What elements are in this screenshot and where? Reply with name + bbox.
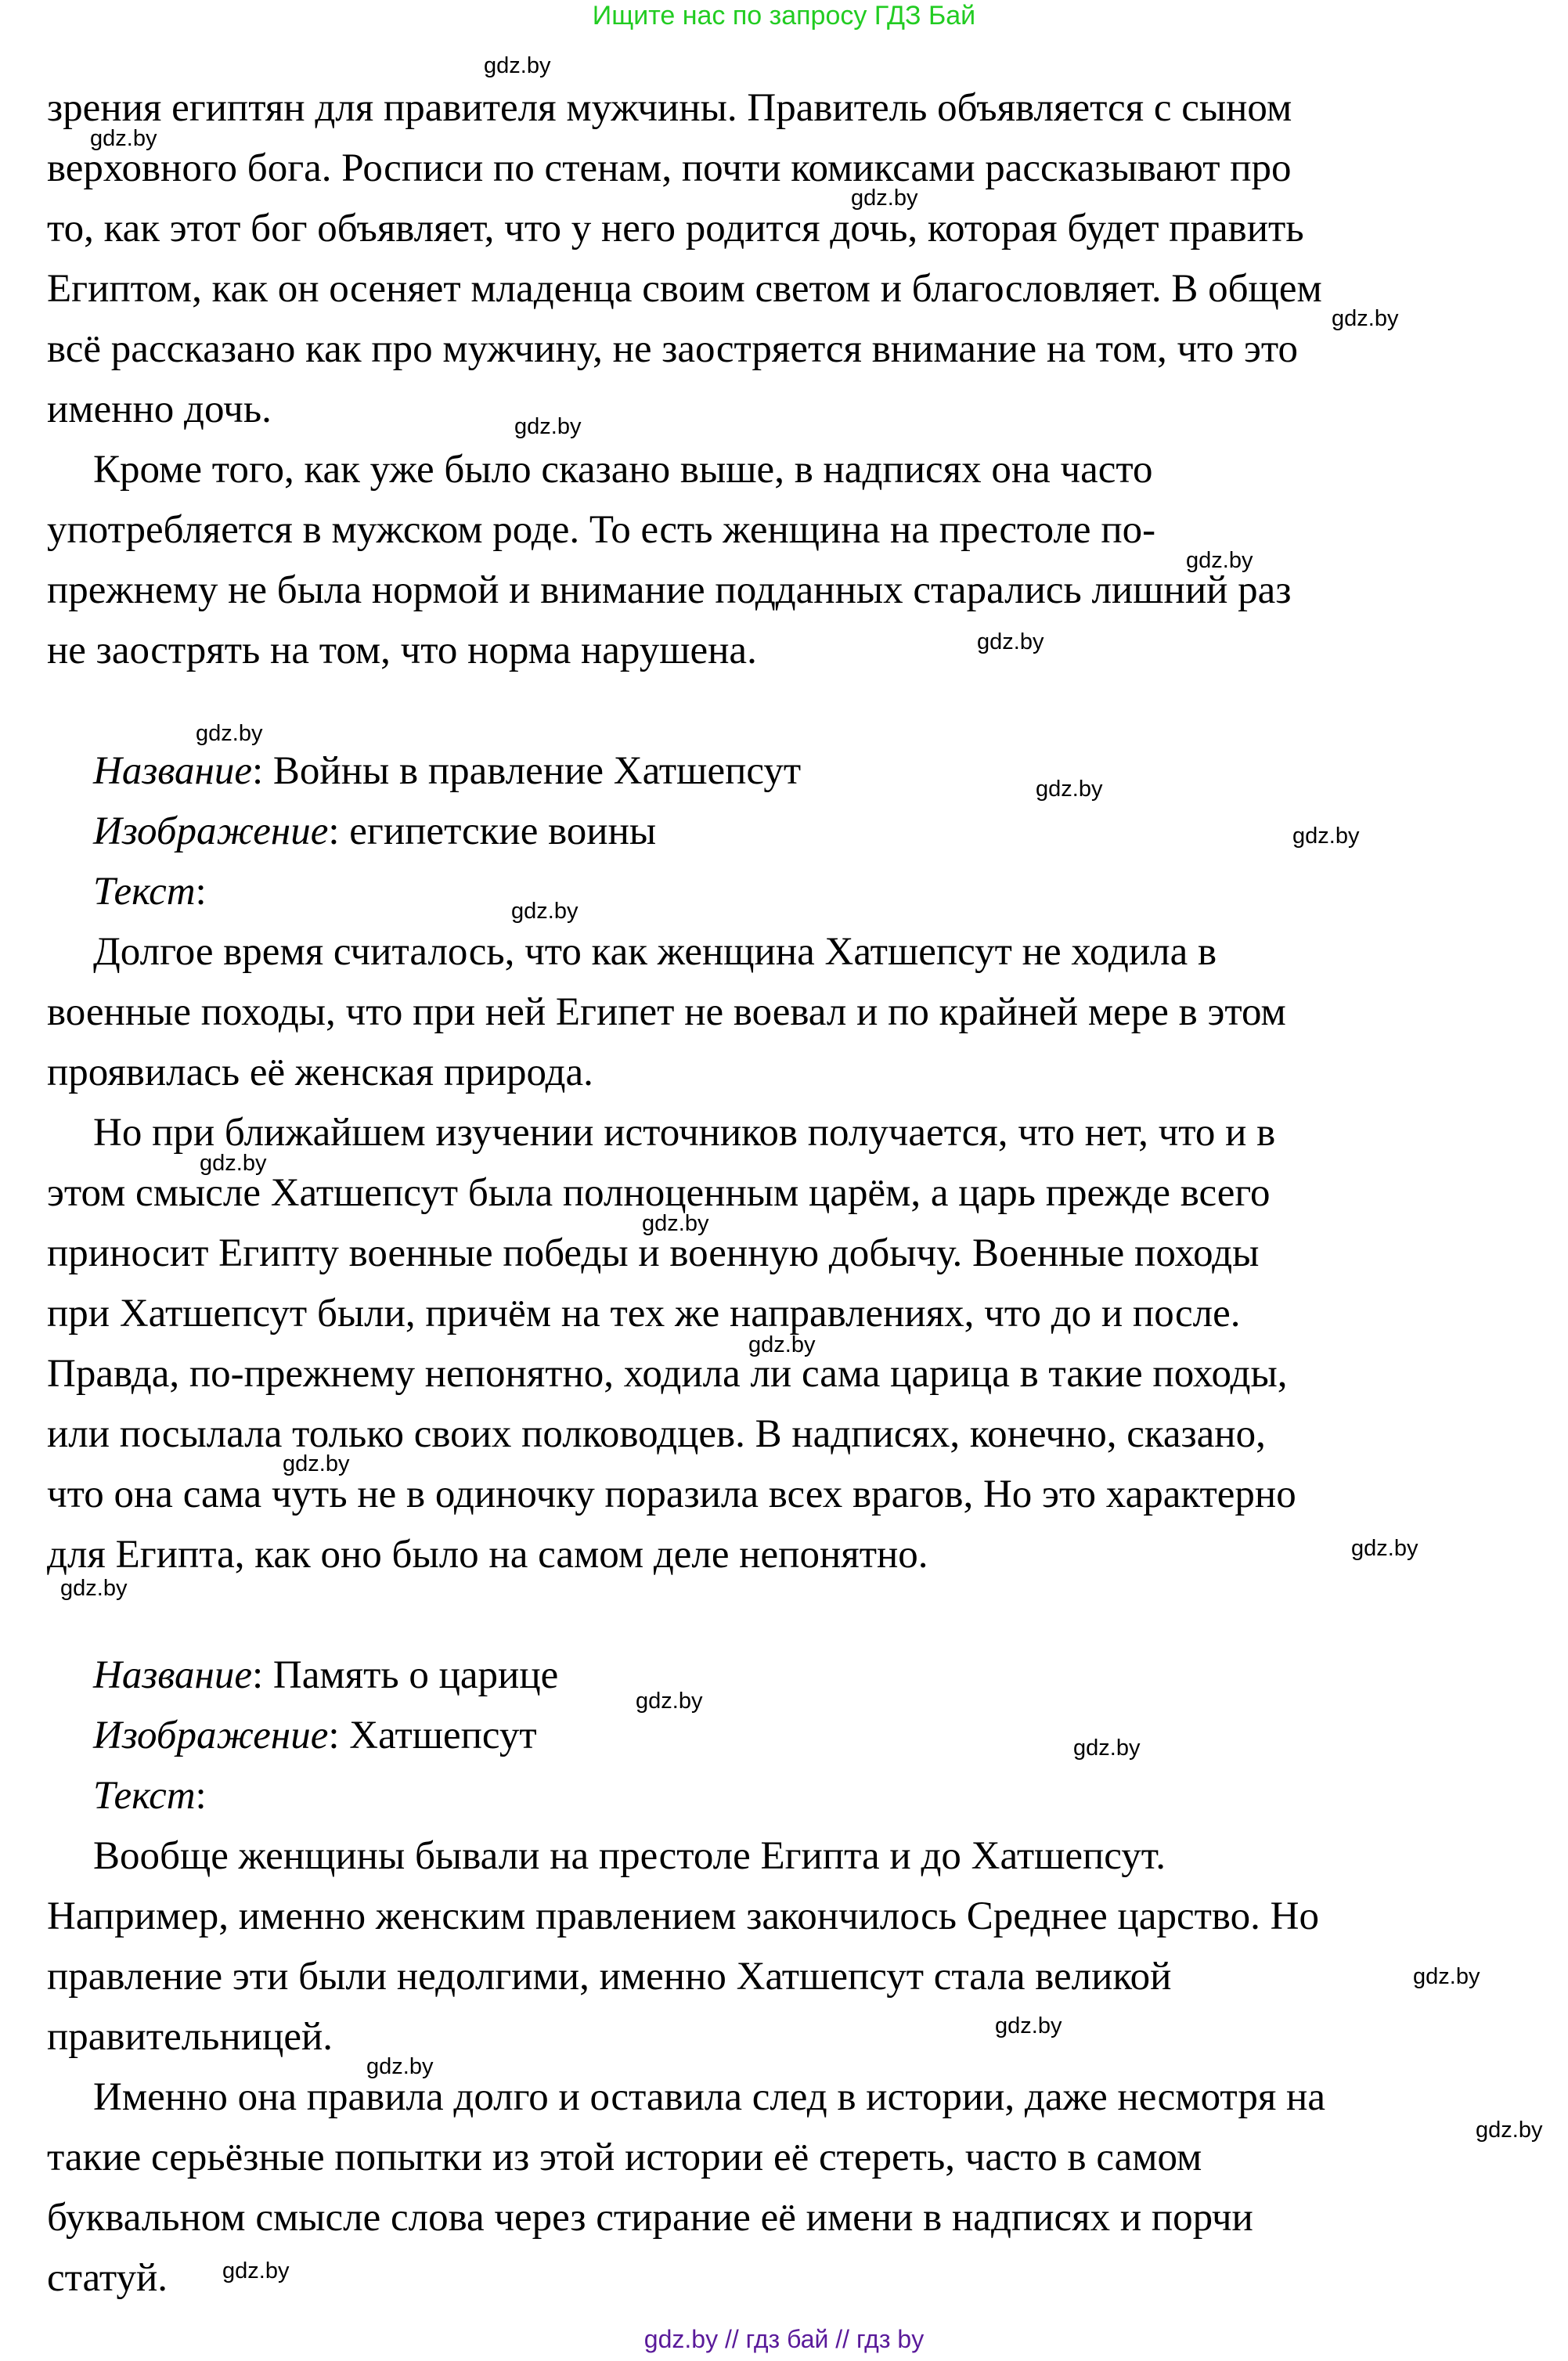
paragraph-line	[93, 440, 1153, 500]
paragraph-line	[93, 1826, 1166, 1887]
line-text: : Войны в правление Хатшепсут	[251, 749, 802, 793]
watermark-text: gdz.by	[511, 899, 579, 924]
line-text: для Египта, как оно было на самом деле непонятно.	[47, 1533, 928, 1577]
line-text: :	[195, 870, 207, 914]
footer-banner: gdz.by // гдз бай // гдз by	[643, 2325, 925, 2353]
paragraph-line	[47, 1284, 1240, 1344]
paragraph-line	[47, 199, 1304, 259]
field-label: Изображение	[93, 1714, 329, 1757]
field-line	[93, 1706, 537, 1766]
line-text: Долгое время считалось, что как женщина Хатшепсут не ходила в	[93, 930, 1217, 974]
watermark-text: gdz.by	[995, 2013, 1062, 2038]
paragraph-line	[47, 621, 757, 681]
field-label: Изображение	[93, 809, 329, 853]
watermark-text: gdz.by	[484, 53, 551, 78]
line-text: буквальном смысле слова через стирание её имени в надписях и порчи	[47, 2196, 1253, 2240]
watermark-text: gdz.by	[642, 1211, 709, 1236]
line-text: то, как этот бог объявляет, что у него родится дочь, которая будет править	[47, 207, 1304, 251]
watermark-text: gdz.by	[1332, 306, 1399, 331]
line-text: Египтом, как он осеняет младенца своим светом и благословляет. В общем	[47, 267, 1322, 311]
paragraph-line	[47, 1887, 1319, 1947]
paragraph-line	[47, 982, 1286, 1043]
watermark-text: gdz.by	[977, 629, 1044, 654]
paragraph-line	[47, 259, 1322, 319]
watermark-text: gdz.by	[1413, 1964, 1480, 1989]
line-text: : Хатшепсут	[328, 1714, 537, 1757]
line-text: верховного бога. Росписи по стенам, почти комиксами рассказывают про	[47, 146, 1292, 190]
line-text: : Память о царице	[251, 1653, 559, 1697]
paragraph-line	[47, 139, 1292, 199]
paragraph-line	[47, 1404, 1266, 1465]
watermark-text: gdz.by	[90, 126, 157, 151]
watermark-text: gdz.by	[1036, 777, 1103, 802]
line-text: Именно она правила долго и оставила след в истории, даже несмотря на	[93, 2075, 1325, 2119]
field-line	[93, 1645, 558, 1706]
paragraph-line	[47, 500, 1155, 561]
watermark-text: gdz.by	[1351, 1536, 1418, 1561]
watermark-text: gdz.by	[1292, 824, 1360, 849]
paragraph-line	[47, 1465, 1296, 1525]
field-label: Текст	[93, 870, 196, 914]
line-text: или посылала только своих полководцев. В надписях, конечно, сказано,	[47, 1412, 1266, 1456]
watermark-text: gdz.by	[283, 1451, 350, 1476]
field-line	[93, 862, 207, 922]
line-text: Правда, по-прежнему непонятно, ходила ли сама царица в такие походы,	[47, 1352, 1288, 1396]
watermark-text: gdz.by	[196, 721, 263, 746]
field-line	[93, 802, 656, 862]
paragraph-line	[47, 1525, 928, 1585]
paragraph-line	[47, 2188, 1253, 2248]
watermark-text: gdz.by	[60, 1576, 128, 1601]
line-text: проявилась её женская природа.	[47, 1051, 593, 1094]
watermark-text: gdz.by	[514, 414, 582, 439]
line-text: :	[195, 1774, 207, 1818]
paragraph-line	[47, 1947, 1171, 2007]
paragraph-line	[47, 2007, 333, 2067]
field-label: Название	[93, 1653, 252, 1697]
paragraph-line	[47, 1043, 593, 1103]
watermark-text: gdz.by	[1073, 1736, 1141, 1761]
watermark-text: gdz.by	[1186, 548, 1253, 573]
header-banner: Ищите нас по запросу ГДЗ Бай	[592, 1, 976, 31]
paragraph-line	[47, 1344, 1288, 1404]
field-label: Текст	[93, 1774, 196, 1818]
line-text: что она сама чуть не в одиночку поразила всех врагов, Но это характерно	[47, 1472, 1296, 1516]
line-text: приносит Египту военные победы и военную добычу. Военные походы	[47, 1231, 1260, 1275]
line-text: этом смысле Хатшепсут была полноценным царём, а царь прежде всего	[47, 1171, 1271, 1215]
line-text: при Хатшепсут были, причём на тех же направлениях, что до и после.	[47, 1292, 1241, 1335]
paragraph-line	[47, 319, 1298, 380]
line-text: прежнему не была нормой и внимание подданных старались лишний раз	[47, 568, 1292, 612]
paragraph-line	[47, 2248, 168, 2309]
paragraph-line	[47, 78, 1292, 139]
paragraph-line	[47, 561, 1291, 621]
line-text: именно дочь.	[47, 387, 272, 431]
field-line	[93, 741, 801, 802]
line-text: зрения египтян для правителя мужчины. Правитель объявляется с сыном	[47, 86, 1292, 130]
line-text: не заострять на том, что норма нарушена.	[47, 629, 757, 672]
line-text: : египетские воины	[328, 809, 657, 853]
watermark-text: gdz.by	[366, 2054, 434, 2079]
line-text: такие серьёзные попытки из этой истории её стереть, часто в самом	[47, 2136, 1202, 2179]
line-text: всё рассказано как про мужчину, не заостряется внимание на том, что это	[47, 327, 1299, 371]
line-text: употребляется в мужском роде. То есть женщина на престоле по-	[47, 508, 1156, 552]
watermark-text: gdz.by	[636, 1689, 703, 1714]
line-text: Например, именно женским правлением закончилось Среднее царство. Но	[47, 1894, 1319, 1938]
paragraph-line	[47, 2128, 1202, 2188]
watermark-text: gdz.by	[1476, 2118, 1543, 2143]
field-label: Название	[93, 749, 252, 793]
line-text: Вообще женщины бывали на престоле Египта и до Хатшепсут.	[93, 1834, 1166, 1878]
watermark-text: gdz.by	[748, 1332, 816, 1357]
paragraph-line	[93, 1103, 1275, 1163]
paragraph-line	[47, 380, 272, 440]
field-line	[93, 1766, 207, 1826]
line-text: Но при ближайшем изучении источников получается, что нет, что и в	[93, 1111, 1276, 1155]
watermark-text: gdz.by	[222, 2258, 290, 2284]
paragraph-line	[93, 2067, 1325, 2128]
line-text: Кроме того, как уже было сказано выше, в надписях она часто	[93, 448, 1153, 492]
line-text: правление эти были недолгими, именно Хатшепсут стала великой	[47, 1955, 1172, 1999]
watermark-text: gdz.by	[851, 186, 918, 211]
line-text: статуй.	[47, 2256, 168, 2300]
paragraph-line	[93, 922, 1217, 982]
line-text: правительницей.	[47, 2015, 333, 2059]
watermark-text: gdz.by	[200, 1151, 267, 1176]
line-text: военные походы, что при ней Египет не воевал и по крайней мере в этом	[47, 990, 1286, 1034]
